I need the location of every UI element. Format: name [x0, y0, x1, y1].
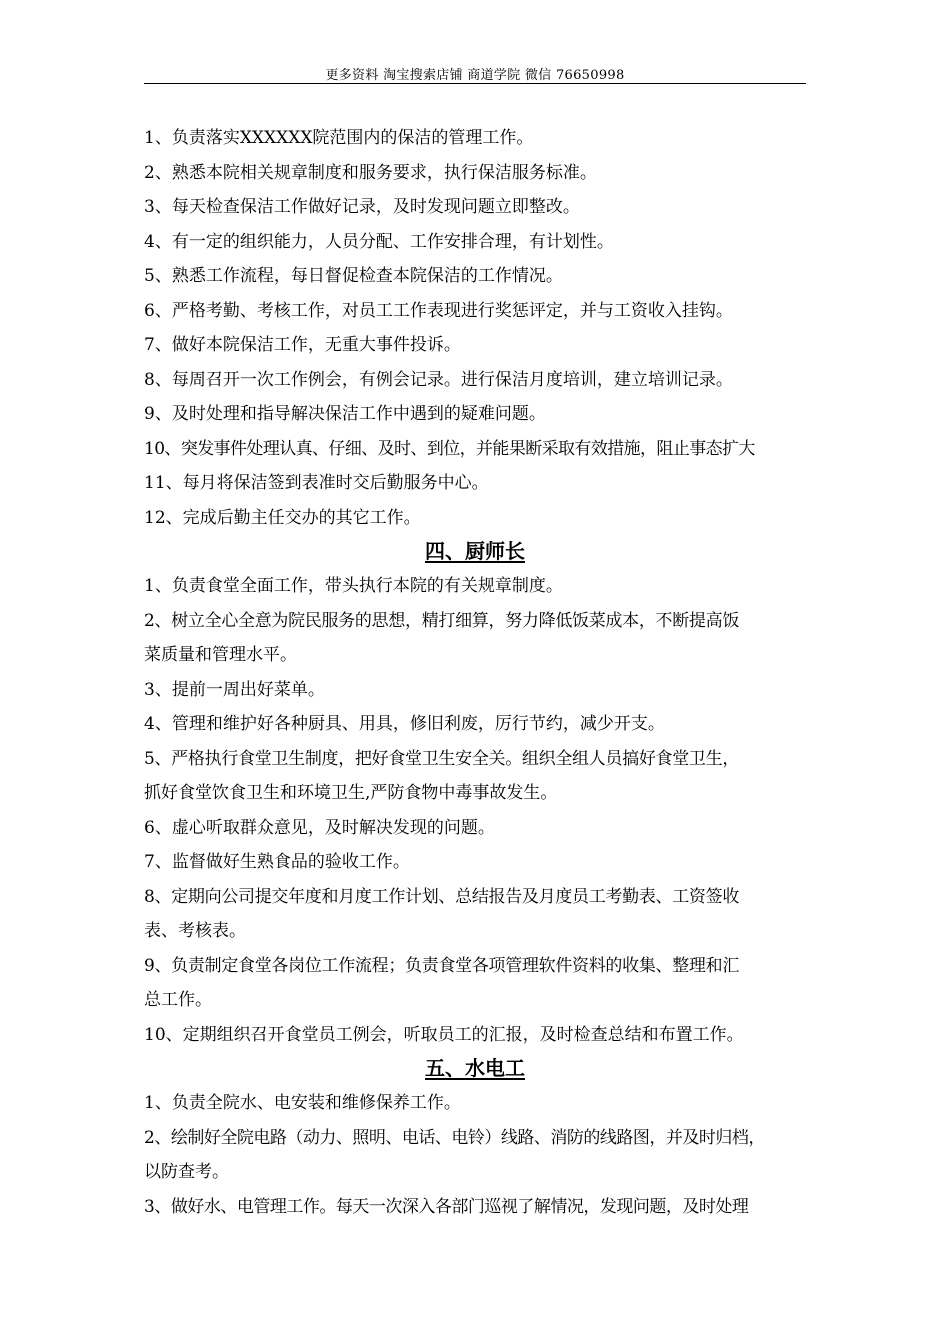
- section-head-chef-duties: [144, 569, 806, 1052]
- section-title: 五、水电工: [425, 1056, 525, 1080]
- list-item: 4、管理和维护好各种厨具、用具，修旧利废，厉行节约，减少开支。: [144, 714, 665, 734]
- section-electrician-duties: [144, 1086, 806, 1224]
- page-header: 更多资料 淘宝搜索店铺 商道学院 微信 76650998: [325, 68, 625, 83]
- list-item: 1、负责全院水、电安装和维修保养工作。: [144, 1093, 461, 1113]
- list-item: 7、做好本院保洁工作，无重大事件投诉。: [144, 335, 461, 355]
- list-item: 2、熟悉本院相关规章制度和服务要求，执行保洁服务标准。: [144, 162, 597, 183]
- list-item: 8、每周召开一次工作例会，有例会记录。进行保洁月度培训，建立培训记录。: [144, 369, 733, 390]
- section-cleaning-duties: [144, 121, 806, 535]
- list-item: 3、做好水、电管理工作。每天一次深入各部门巡视了解情况，发现问题，及时处理: [144, 1196, 749, 1217]
- list-item: 9、负责制定食堂各岗位工作流程；负责食堂各项管理软件资料的收集、整理和汇: [144, 955, 740, 976]
- list-item: 12、完成后勤主任交办的其它工作。: [144, 507, 421, 528]
- list-item: 以防查考。: [144, 1162, 229, 1182]
- list-item: 2、树立全心全意为院民服务的思想，精打细算，努力降低饭菜成本，不断提高饭: [144, 610, 740, 631]
- list-item: 1、负责食堂全面工作，带头执行本院的有关规章制度。: [144, 576, 563, 596]
- section-title: 四、厨师长: [425, 539, 525, 563]
- list-item: 抓好食堂饮食卫生和环境卫生,严防食物中毒事故发生。: [144, 783, 558, 803]
- list-item: 3、每天检查保洁工作做好记录，及时发现问题立即整改。: [144, 197, 580, 217]
- list-item: 10、定期组织召开食堂员工例会，听取员工的汇报，及时检查总结和布置工作。: [144, 1024, 744, 1045]
- section-heading-head-chef: [144, 535, 806, 569]
- list-item: 8、定期向公司提交年度和月度工作计划、总结报告及月度员工考勤表、工资签收: [144, 886, 740, 907]
- list-item: 10、突发事件处理认真、仔细、及时、到位，并能果断采取有效措施，阻止事态扩大: [144, 438, 755, 459]
- list-item: 1、负责落实XXXXXX院范围内的保洁的管理工作。: [144, 128, 534, 148]
- list-item: 11、每月将保洁签到表准时交后勤服务中心。: [144, 473, 489, 493]
- list-item: 5、严格执行食堂卫生制度，把好食堂卫生安全关。组织全组人员搞好食堂卫生，: [144, 748, 740, 769]
- list-item: 6、虚心听取群众意见，及时解决发现的问题。: [144, 817, 495, 838]
- section-heading-electrician: [144, 1052, 806, 1086]
- list-item: 菜质量和管理水平。: [144, 645, 297, 665]
- list-item: 总工作。: [144, 990, 212, 1010]
- list-item: 2、绘制好全院电路（动力、照明、电话、电铃）线路、消防的线路图，并及时归档，: [144, 1127, 765, 1148]
- list-item: 表、考核表。: [144, 921, 246, 941]
- list-item: 7、监督做好生熟食品的验收工作。: [144, 852, 410, 872]
- list-item: 4、有一定的组织能力，人员分配、工作安排合理，有计划性。: [144, 231, 614, 252]
- list-item: 9、及时处理和指导解决保洁工作中遇到的疑难问题。: [144, 404, 546, 424]
- list-item: 5、熟悉工作流程，每日督促检查本院保洁的工作情况。: [144, 266, 563, 286]
- list-item: 3、提前一周出好菜单。: [144, 679, 325, 700]
- document-body: [144, 121, 806, 1224]
- list-item: 6、严格考勤、考核工作，对员工工作表现进行奖惩评定，并与工资收入挂钩。: [144, 300, 733, 321]
- header-rule: [144, 83, 806, 84]
